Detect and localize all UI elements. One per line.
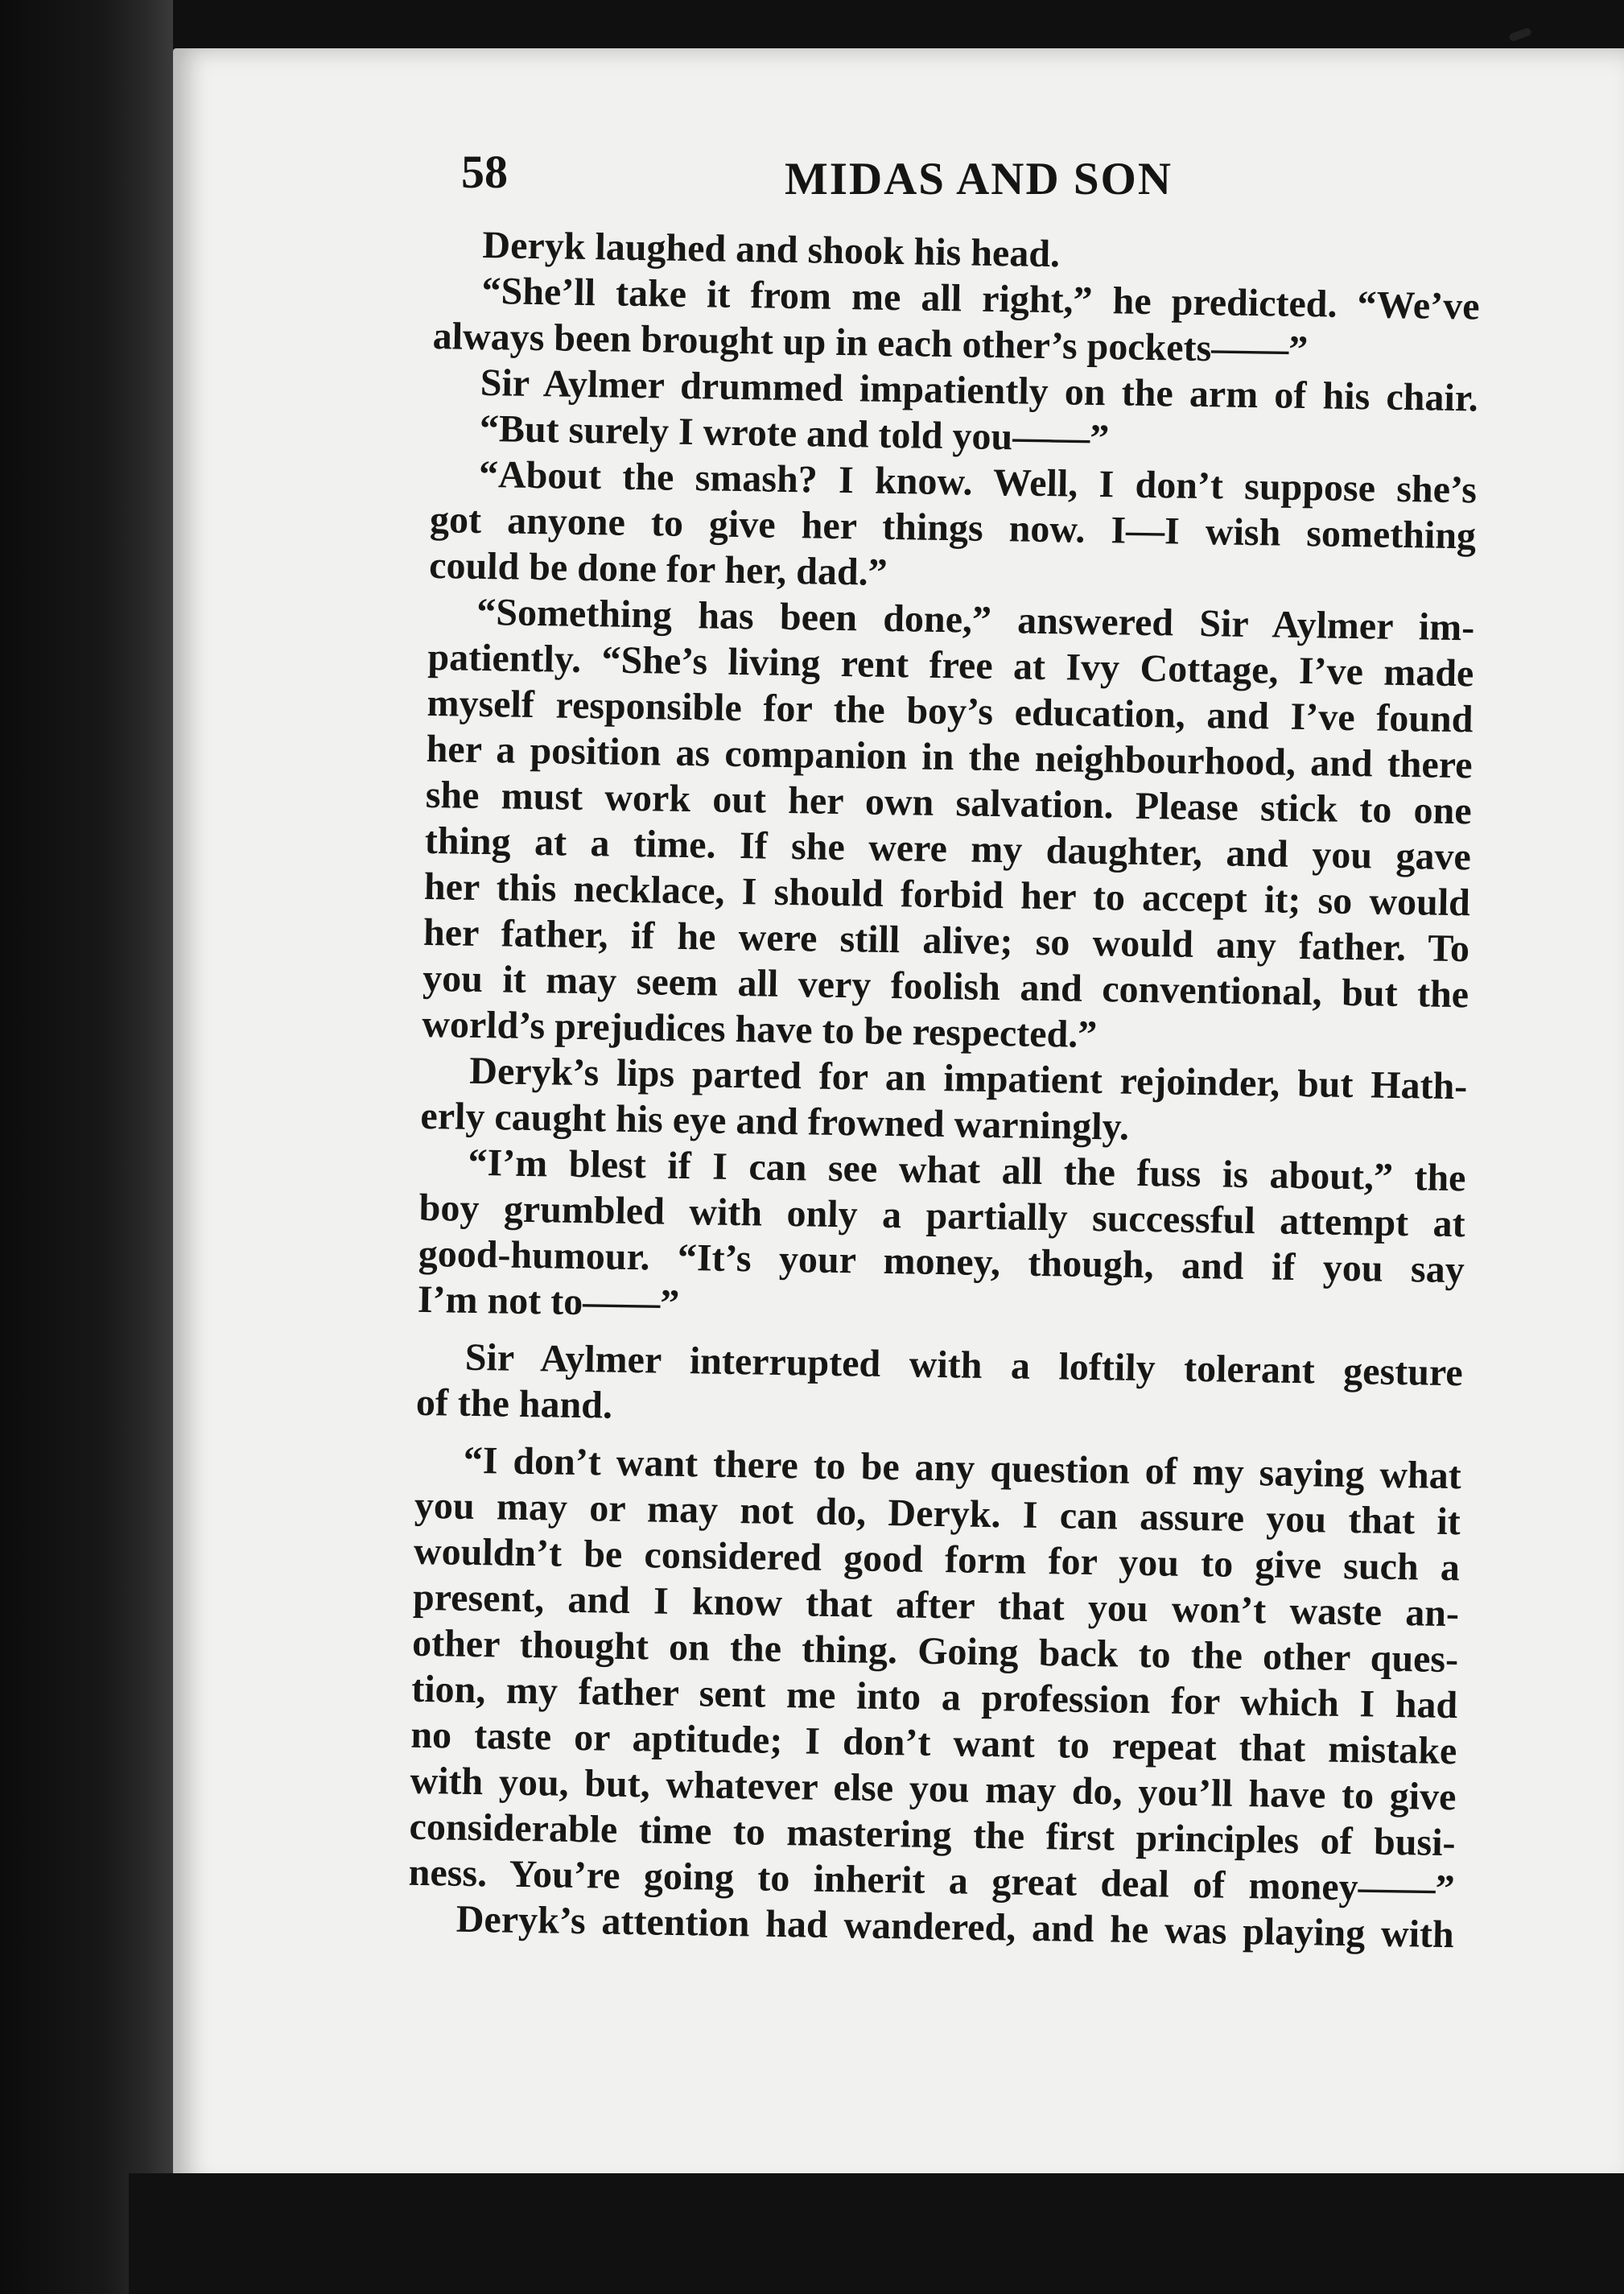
text-line: other thought on the thing. Going back to the other ques- — [411, 1621, 1459, 1681]
page-bottom-edge — [129, 2173, 1624, 2294]
text-line: ness. You’re going to inherit a great deal of money——” — [408, 1850, 1456, 1911]
text-line: erly caught his eye and frowned warningly. — [420, 1094, 1130, 1149]
text-line: “About the smash? I know. Well, I don’t suppose she’s — [478, 452, 1478, 512]
text-line: “Something has been done,” answered Sir Aylmer im- — [476, 590, 1475, 650]
text-line: her this necklace, I should forbid her to accept it; so would — [423, 864, 1471, 925]
scan-binding-shadow — [0, 0, 173, 2294]
text-line: “I’m blest if I can see what all the fuss is about,” the — [468, 1141, 1466, 1200]
text-line: Sir Aylmer interrupted with a loftily tolerant gesture — [464, 1335, 1464, 1395]
text-line: always been brought up in each other’s pockets——” — [432, 314, 1309, 372]
text-line: with you, but, whatever else you may do, you’ll have to give — [410, 1759, 1457, 1819]
text-line: she must work out her own salvation. Please stick to one — [425, 773, 1473, 833]
text-line: I’m not to——” — [417, 1277, 680, 1325]
text-line: boy grumbled with only a partially successful attempt at — [418, 1186, 1466, 1246]
text-line: could be done for her, dad.” — [428, 543, 888, 594]
text-line: “But surely I wrote and told you——” — [479, 406, 1110, 460]
text-line: got anyone to give her things now. I—I wish something — [429, 497, 1477, 558]
text-line: myself responsible for the boy’s education, and I’ve found — [427, 681, 1474, 741]
page-header — [173, 145, 1624, 217]
text-line: tion, my father sent me into a profession for which I had — [410, 1667, 1458, 1727]
book-page — [173, 48, 1624, 2189]
text-line: world’s prejudices have to be respected.” — [421, 1002, 1098, 1057]
text-line: “I don’t want there to be any question of my saying what — [463, 1438, 1462, 1498]
text-line: no taste or aptitude; I don’t want to repeat that mistake — [410, 1713, 1457, 1773]
text-line: you it may seem all very foolish and conventional, but the — [422, 956, 1469, 1017]
text-line: good-humour. “It’s your money, though, and if you say — [418, 1232, 1465, 1292]
text-line: wouldn’t be considered good form for you to give such a — [413, 1529, 1461, 1590]
text-line: you may or may not do, Deryk. I can assure you that it — [414, 1483, 1461, 1544]
text-line: “She’ll take it from me all right,” he predicted. “We’ve — [481, 269, 1480, 328]
text-line: Deryk laughed and shook his head. — [482, 223, 1061, 276]
text-line: thing at a time. If she were my daughter, and you gave — [424, 819, 1472, 879]
text-line: patiently. “She’s living rent free at Ivy Cottage, I’ve made — [427, 635, 1474, 695]
text-line: Deryk’s attention had wandered, and he was playing with — [455, 1897, 1455, 1957]
scan-speck — [1508, 27, 1532, 43]
text-line: her a position as companion in the neighbourhood, and there — [426, 727, 1473, 787]
text-line: Deryk’s lips parted for an impatient rejoinder, but Hath- — [469, 1049, 1468, 1108]
text-line: present, and I know that after that you won’t waste an- — [412, 1575, 1460, 1636]
body-text — [407, 221, 1480, 1958]
running-head: MIDAS AND SON — [785, 154, 1173, 204]
page-number: 58 — [461, 146, 508, 198]
text-line: her father, if he were still alive; so would any father. To — [422, 910, 1470, 971]
text-line: of the hand. — [415, 1380, 613, 1427]
text-line: Sir Aylmer drummed impatiently on the arm of his chair. — [480, 361, 1479, 420]
text-line: considerable time to mastering the first principles of busi- — [409, 1805, 1456, 1865]
